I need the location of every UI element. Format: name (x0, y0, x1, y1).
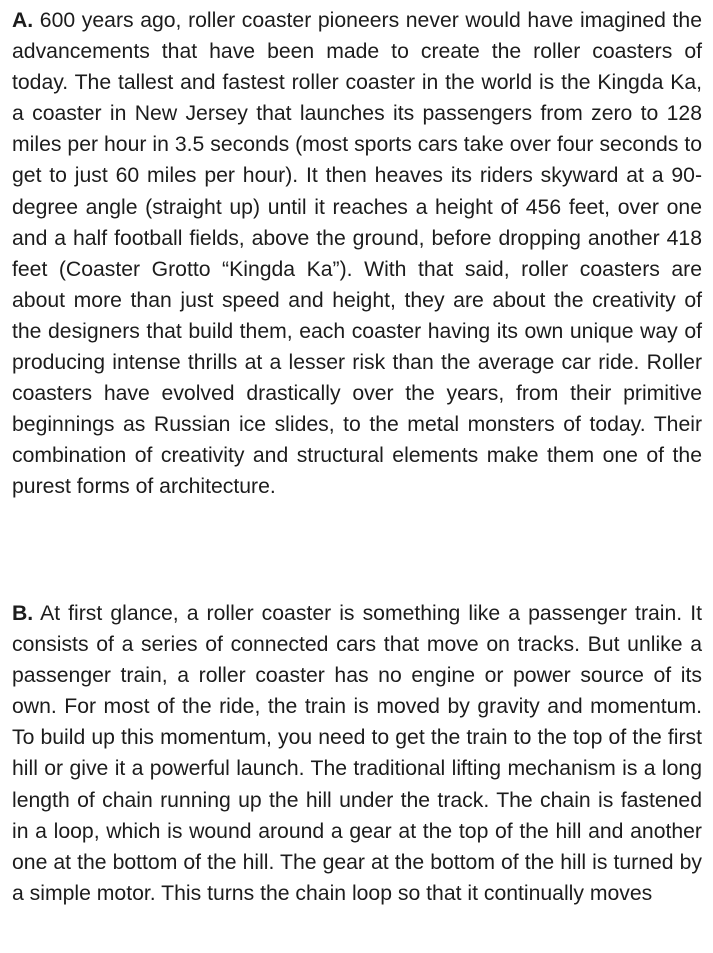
paragraph-b-text: At first glance, a roller coaster is something like a passenger train. It consists of a series of connected cars that move on tracks. But unlike a passenger train, a roller coaster has no engine or power source of its own. For most of the ride, the train is moved by gravity and momentum. To build up this momentum, you need to get the train to the top of the first hill or give it a powerful launch. The traditional lifting mechanism is a long length of chain running up the hill under the track. The chain is fastened in a loop, which is wound around a gear at the top of the hill and another one at the bottom of the hill. The gear at the bottom of the hill is turned by a simple motor. This turns the chain loop so that it continually moves (12, 602, 702, 905)
paragraph-b (12, 598, 702, 909)
paragraph-b-letter: B. (12, 602, 34, 625)
paragraph-a (12, 5, 702, 503)
paragraph-a-letter: A. (12, 9, 34, 32)
paragraph-a-text: 600 years ago, roller coaster pioneers never would have imagined the advancements that have been made to create the roller coasters of today. The tallest and fastest roller coaster in the world is the Kingda Ka, a coaster in New Jersey that launches its passengers from zero to 128 miles per hour in 3.5 seconds (most sports cars take over four seconds to get to just 60 miles per hour). It then heaves its riders skyward at a 90-degree angle (straight up) until it reaches a height of 456 feet, over one and a half football fields, above the ground, before dropping another 418 feet (Coaster Grotto “Kingda Ka”). With that said, roller coasters are about more than just speed and height, they are about the creativity of the designers that build them, each coaster having its own unique way of producing intense thrills at a lesser risk than the average car ride. Roller coasters have evolved drastically over the years, from their primitive beginnings as Russian ice slides, to the metal monsters of today. Their combination of creativity and structural elements make them one of the purest forms of architecture. (12, 9, 702, 499)
